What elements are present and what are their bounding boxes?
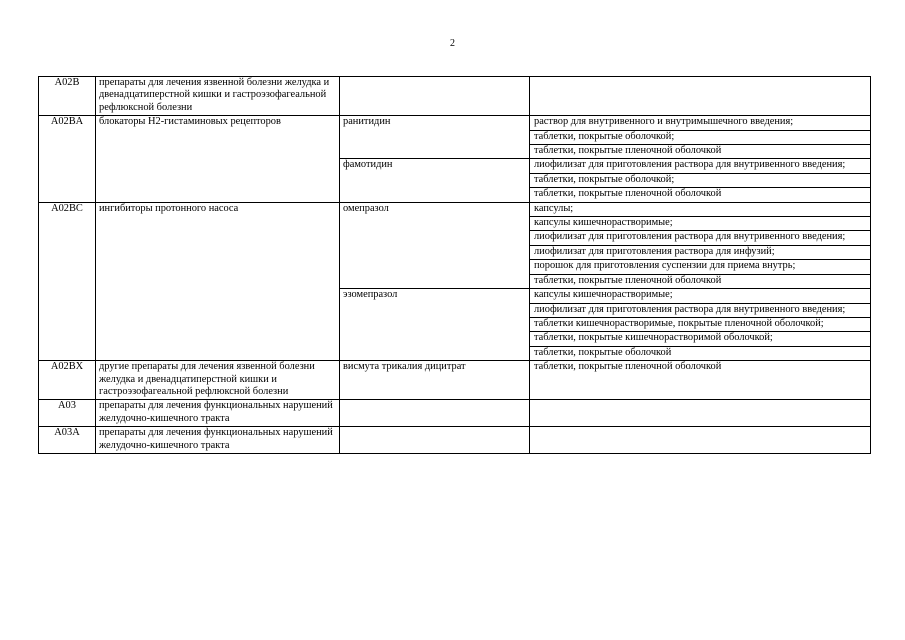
dosage-form: капсулы кишечнорастворимые; — [530, 289, 871, 303]
dosage-form — [530, 427, 871, 454]
dosage-form: таблетки, покрытые пленочной оболочкой — [530, 361, 871, 400]
drug-name: висмута трикалия дицитрат — [340, 361, 530, 400]
group-name: блокаторы Н2-гистаминовых рецепторов — [96, 116, 340, 159]
dosage-form: таблетки, покрытые кишечнорастворимой оболочкой; — [530, 332, 871, 346]
atc-code: A02BA — [39, 116, 96, 159]
group-name: другие препараты для лечения язвенной болезни желудка и двенадцатиперстной кишки и гастроэзофагеальной рефлюксной болезни — [96, 361, 340, 400]
drug-name — [340, 427, 530, 454]
group-name: препараты для лечения язвенной болезни желудка и двенадцатиперстной кишки и гастроэзофагеальной рефлюксной болезни — [96, 77, 340, 116]
group-name: препараты для лечения функциональных нарушений желудочно-кишечного тракта — [96, 400, 340, 427]
table-row — [39, 361, 871, 400]
atc-code: A02BC — [39, 202, 96, 360]
dosage-form: лиофилизат для приготовления раствора для внутривенного введения; — [530, 231, 871, 245]
dosage-form: лиофилизат для приготовления раствора для инфузий; — [530, 245, 871, 259]
dosage-form: таблетки, покрытые оболочкой; — [530, 130, 871, 144]
atc-code — [39, 159, 96, 202]
table-row — [39, 400, 871, 427]
dosage-form — [530, 400, 871, 427]
dosage-form: таблетки, покрытые пленочной оболочкой — [530, 145, 871, 159]
table-row — [39, 427, 871, 454]
atc-code: A02B — [39, 77, 96, 116]
dosage-form: капсулы кишечнорастворимые; — [530, 217, 871, 231]
dosage-form: лиофилизат для приготовления раствора для внутривенного введения; — [530, 159, 871, 173]
dosage-form: капсулы; — [530, 202, 871, 216]
drug-name: эзомепразол — [340, 289, 530, 361]
dosage-form: раствор для внутривенного и внутримышечного введения; — [530, 116, 871, 130]
dosage-form: лиофилизат для приготовления раствора для внутривенного введения; — [530, 303, 871, 317]
drug-name: фамотидин — [340, 159, 530, 202]
atc-code: A02BX — [39, 361, 96, 400]
table-row — [39, 116, 871, 130]
dosage-form: таблетки, покрытые пленочной оболочкой — [530, 274, 871, 288]
atc-code: A03A — [39, 427, 96, 454]
table-row — [39, 202, 871, 216]
group-name: ингибиторы протонного насоса — [96, 202, 340, 360]
group-name — [96, 159, 340, 202]
table-row — [39, 159, 871, 173]
table-row — [39, 77, 871, 116]
dosage-form: порошок для приготовления суспензии для приема внутрь; — [530, 260, 871, 274]
drug-name: омепразол — [340, 202, 530, 288]
dosage-form — [530, 77, 871, 116]
page-number: 2 — [450, 38, 455, 49]
dosage-form: таблетки, покрытые пленочной оболочкой — [530, 188, 871, 202]
drug-classification-table — [38, 76, 871, 454]
group-name: препараты для лечения функциональных нарушений желудочно-кишечного тракта — [96, 427, 340, 454]
dosage-form: таблетки, покрытые оболочкой; — [530, 173, 871, 187]
atc-code: A03 — [39, 400, 96, 427]
drug-name — [340, 400, 530, 427]
dosage-form: таблетки, покрытые оболочкой — [530, 346, 871, 360]
drug-name: ранитидин — [340, 116, 530, 159]
dosage-form: таблетки кишечнорастворимые, покрытые пленочной оболочкой; — [530, 317, 871, 331]
drug-name — [340, 77, 530, 116]
